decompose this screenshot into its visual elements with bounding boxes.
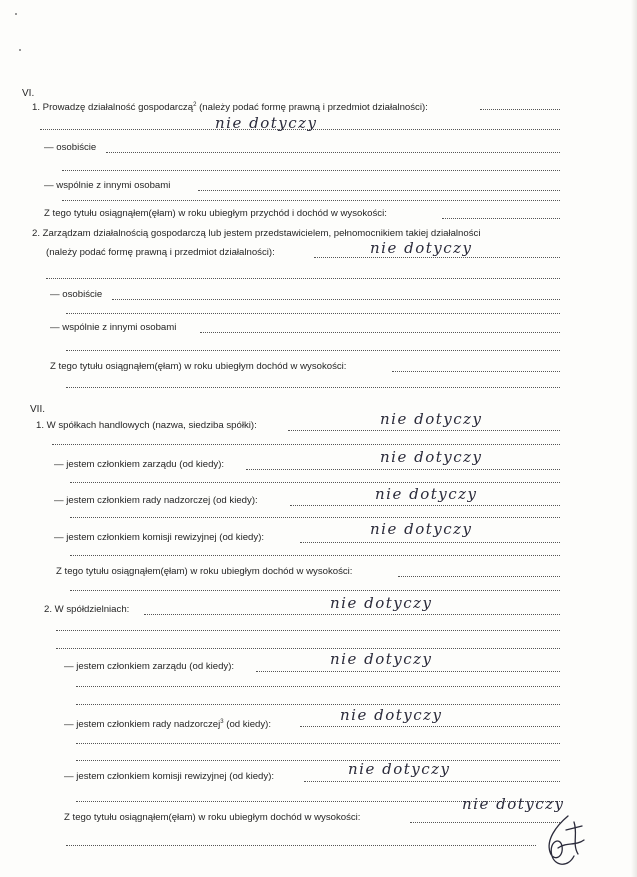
vii-item2-income-line2 [66,845,536,846]
vi-item1-income-line [442,218,560,219]
section-vii-numeral: VII. [30,404,46,415]
vii-item1-board: — jestem członkiem zarządu (od kiedy): [54,459,225,470]
vii-item1-board-line2 [70,482,560,483]
vi-item1-personally-line [106,152,560,153]
vii-item2-audit-answer: nie dotyczy [348,760,451,778]
vi-item2-personally: — osobiście [50,289,103,300]
scan-speck [15,13,17,15]
vii-item2-audit: — jestem członkiem komisji rewizyjnej (od kiedy): [64,771,275,782]
vi-item2-income: Z tego tytułu osiągnąłem(ęłam) w roku ubiegłym dochód w wysokości: [50,361,347,372]
vi-item2-income-line2 [66,387,560,388]
vii-item1-answer-line [288,430,560,431]
vii-item2-board-answer: nie dotyczy [330,650,433,668]
vi-item1-answer: nie dotyczy [215,114,318,132]
vii-item1-supervisory: — jestem członkiem rady nadzorczej (od kiedy): [54,495,258,506]
vi-item2-label: 2. Zarządzam działalnością gospodarczą lub jestem przedstawicielem, pełnomocnikiem takiej działalności [32,228,481,239]
vii-item1-answer: nie dotyczy [380,410,483,428]
vii-item2-board-line3 [76,704,560,705]
vii-item1-supervisory-answer: nie dotyczy [375,485,478,503]
vii-item1-income-line2 [70,590,560,591]
vii-item1-income: Z tego tytułu osiągnąłem(ęłam) w roku ubiegłym dochód w wysokości: [56,566,353,577]
vii-item1-line2 [52,444,560,445]
section-vi-numeral: VI. [22,88,35,99]
vi-item1-jointly: — wspólnie z innymi osobami [44,180,171,191]
vii-item2-income-answer: nie dotyczy [462,795,565,813]
vii-item2-audit-line [304,781,560,782]
vii-item1-audit-line2 [70,555,560,556]
vii-item1-board-line [246,469,560,470]
vii-item2-supervisory-line [300,726,560,727]
vii-item2-board-line [256,671,560,672]
vi-item2-jointly-line2 [66,350,560,351]
vi-item2-jointly-line [200,332,560,333]
vi-item1-jointly-line [198,190,560,191]
page-edge-shadow [631,0,637,877]
vii-item2-supervisory-line2 [76,743,560,744]
vi-item1-personally-line2 [62,170,560,171]
vi-item2-answer: nie dotyczy [370,239,473,257]
vii-item2-line3 [56,648,560,649]
vii-item2-supervisory: — jestem członkiem rady nadzorczej$^3$ (od kiedy): [64,719,272,731]
vii-item2-answer: nie dotyczy [330,594,433,612]
vii-item2-line2 [56,630,560,631]
vi-item1-personally: — osobiście [44,142,97,153]
vii-item2-income: Z tego tytułu osiągnąłem(ęłam) w roku ubiegłym dochód w wysokości: [64,812,361,823]
vii-item2-answer-line [144,614,560,615]
vi-item2-jointly: — wspólnie z innymi osobami [50,322,177,333]
vii-item1-audit: — jestem członkiem komisji rewizyjnej (od kiedy): [54,532,265,543]
vii-item1-supervisory-line [290,505,560,506]
vii-item1-audit-answer: nie dotyczy [370,520,473,538]
vii-item2-supervisory-answer: nie dotyczy [340,706,443,724]
vi-item1-income: Z tego tytułu osiągnąłem(ęłam) w roku ubiegłym przychód i dochód w wysokości: [44,208,387,219]
vi-item2-personally-line [112,299,560,300]
vi-item2-label-line2: (należy podać formę prawną i przedmiot działalności): [46,247,275,258]
vi-item2-income-line [392,371,560,372]
vii-item2-board: — jestem członkiem zarządu (od kiedy): [64,661,235,672]
vii-item1-supervisory-line2 [70,517,560,518]
vii-item1-audit-line [300,542,560,543]
vii-item1-income-line [398,576,560,577]
vii-item2-label: 2. W spółdzielniach: [44,604,130,615]
vi-item1-label: 1. Prowadzę działalność gospodarczą$^2$ (należy podać formę prawną i przedmiot działalności): [32,102,428,114]
vi-item1-line [480,109,560,110]
vii-item2-board-line2 [76,686,560,687]
scan-speck [19,49,21,51]
vi-item2-personally-line2 [66,313,560,314]
vi-item2-answer-line [314,257,560,258]
vii-item1-board-answer: nie dotyczy [380,448,483,466]
vii-item1-label: 1. W spółkach handlowych (nazwa, siedziba spółki): [36,420,257,431]
signature-mark [538,812,588,870]
vi-item2-line2 [46,278,560,279]
vii-item2-supervisory-line3 [76,760,560,761]
vi-item1-jointly-line2 [62,200,560,201]
